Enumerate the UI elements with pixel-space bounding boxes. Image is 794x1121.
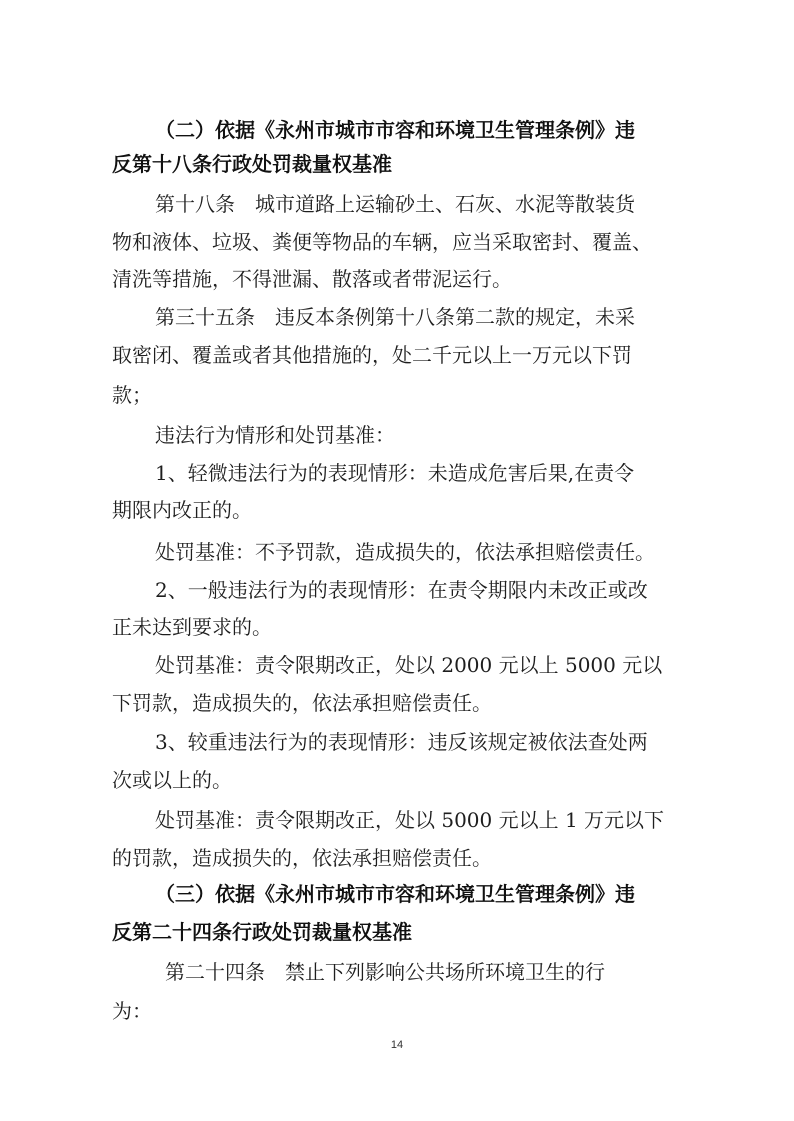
- minor-violation-text: 1、轻微违法行为的表现情形：未造成危害后果,在责令: [155, 461, 635, 485]
- section-heading-3: （三）依据《永州市城市市容和环境卫生管理条例》违: [155, 882, 635, 906]
- article-35-text-cont-2: 款；: [112, 383, 152, 407]
- article-18-text-cont-2: 清洗等措施，不得泄漏、散落或者带泥运行。: [112, 267, 512, 291]
- minor-penalty-text: 处罚基准：不予罚款，造成损失的，依法承担赔偿责任。: [155, 540, 655, 564]
- article-24-text-cont: 为：: [112, 999, 152, 1023]
- article-18-text-cont-1: 物和液体、垃圾、粪便等物品的车辆，应当采取密封、覆盖、: [112, 230, 652, 254]
- serious-penalty-text: 处罚基准：责令限期改正，处以 5000 元以上 1 万元以下: [155, 808, 665, 832]
- article-18-text: 第十八条 城市道路上运输砂土、石灰、水泥等散装货: [155, 192, 635, 216]
- general-penalty-text-cont: 下罚款，造成损失的，依法承担赔偿责任。: [112, 691, 492, 715]
- article-35-text-cont-1: 取密闭、覆盖或者其他措施的，处二千元以上一万元以下罚: [112, 343, 632, 367]
- general-violation-text: 2、一般违法行为的表现情形：在责令期限内未改正或改: [155, 578, 648, 602]
- serious-violation-text-cont: 次或以上的。: [112, 768, 232, 792]
- minor-violation-text-cont: 期限内改正的。: [112, 498, 252, 522]
- serious-violation-text: 3、较重违法行为的表现情形：违反该规定被依法查处两: [155, 730, 648, 754]
- violation-criteria-intro: 违法行为情形和处罚基准：: [155, 423, 395, 447]
- serious-penalty-text-cont: 的罚款，造成损失的，依法承担赔偿责任。: [112, 846, 492, 870]
- article-24-text: 第二十四条 禁止下列影响公共场所环境卫生的行: [165, 960, 605, 984]
- section-heading-2-cont: 反第十八条行政处罚裁量权基准: [112, 152, 392, 176]
- section-heading-2: （二）依据《永州市城市市容和环境卫生管理条例》违: [155, 118, 635, 142]
- article-35-text: 第三十五条 违反本条例第十八条第二款的规定，未采: [155, 305, 635, 329]
- page-number: 14: [390, 1039, 404, 1051]
- section-heading-3-cont: 反第二十四条行政处罚裁量权基准: [112, 920, 412, 944]
- general-penalty-text: 处罚基准：责令限期改正，处以 2000 元以上 5000 元以: [155, 653, 663, 677]
- general-violation-text-cont: 正未达到要求的。: [112, 615, 272, 639]
